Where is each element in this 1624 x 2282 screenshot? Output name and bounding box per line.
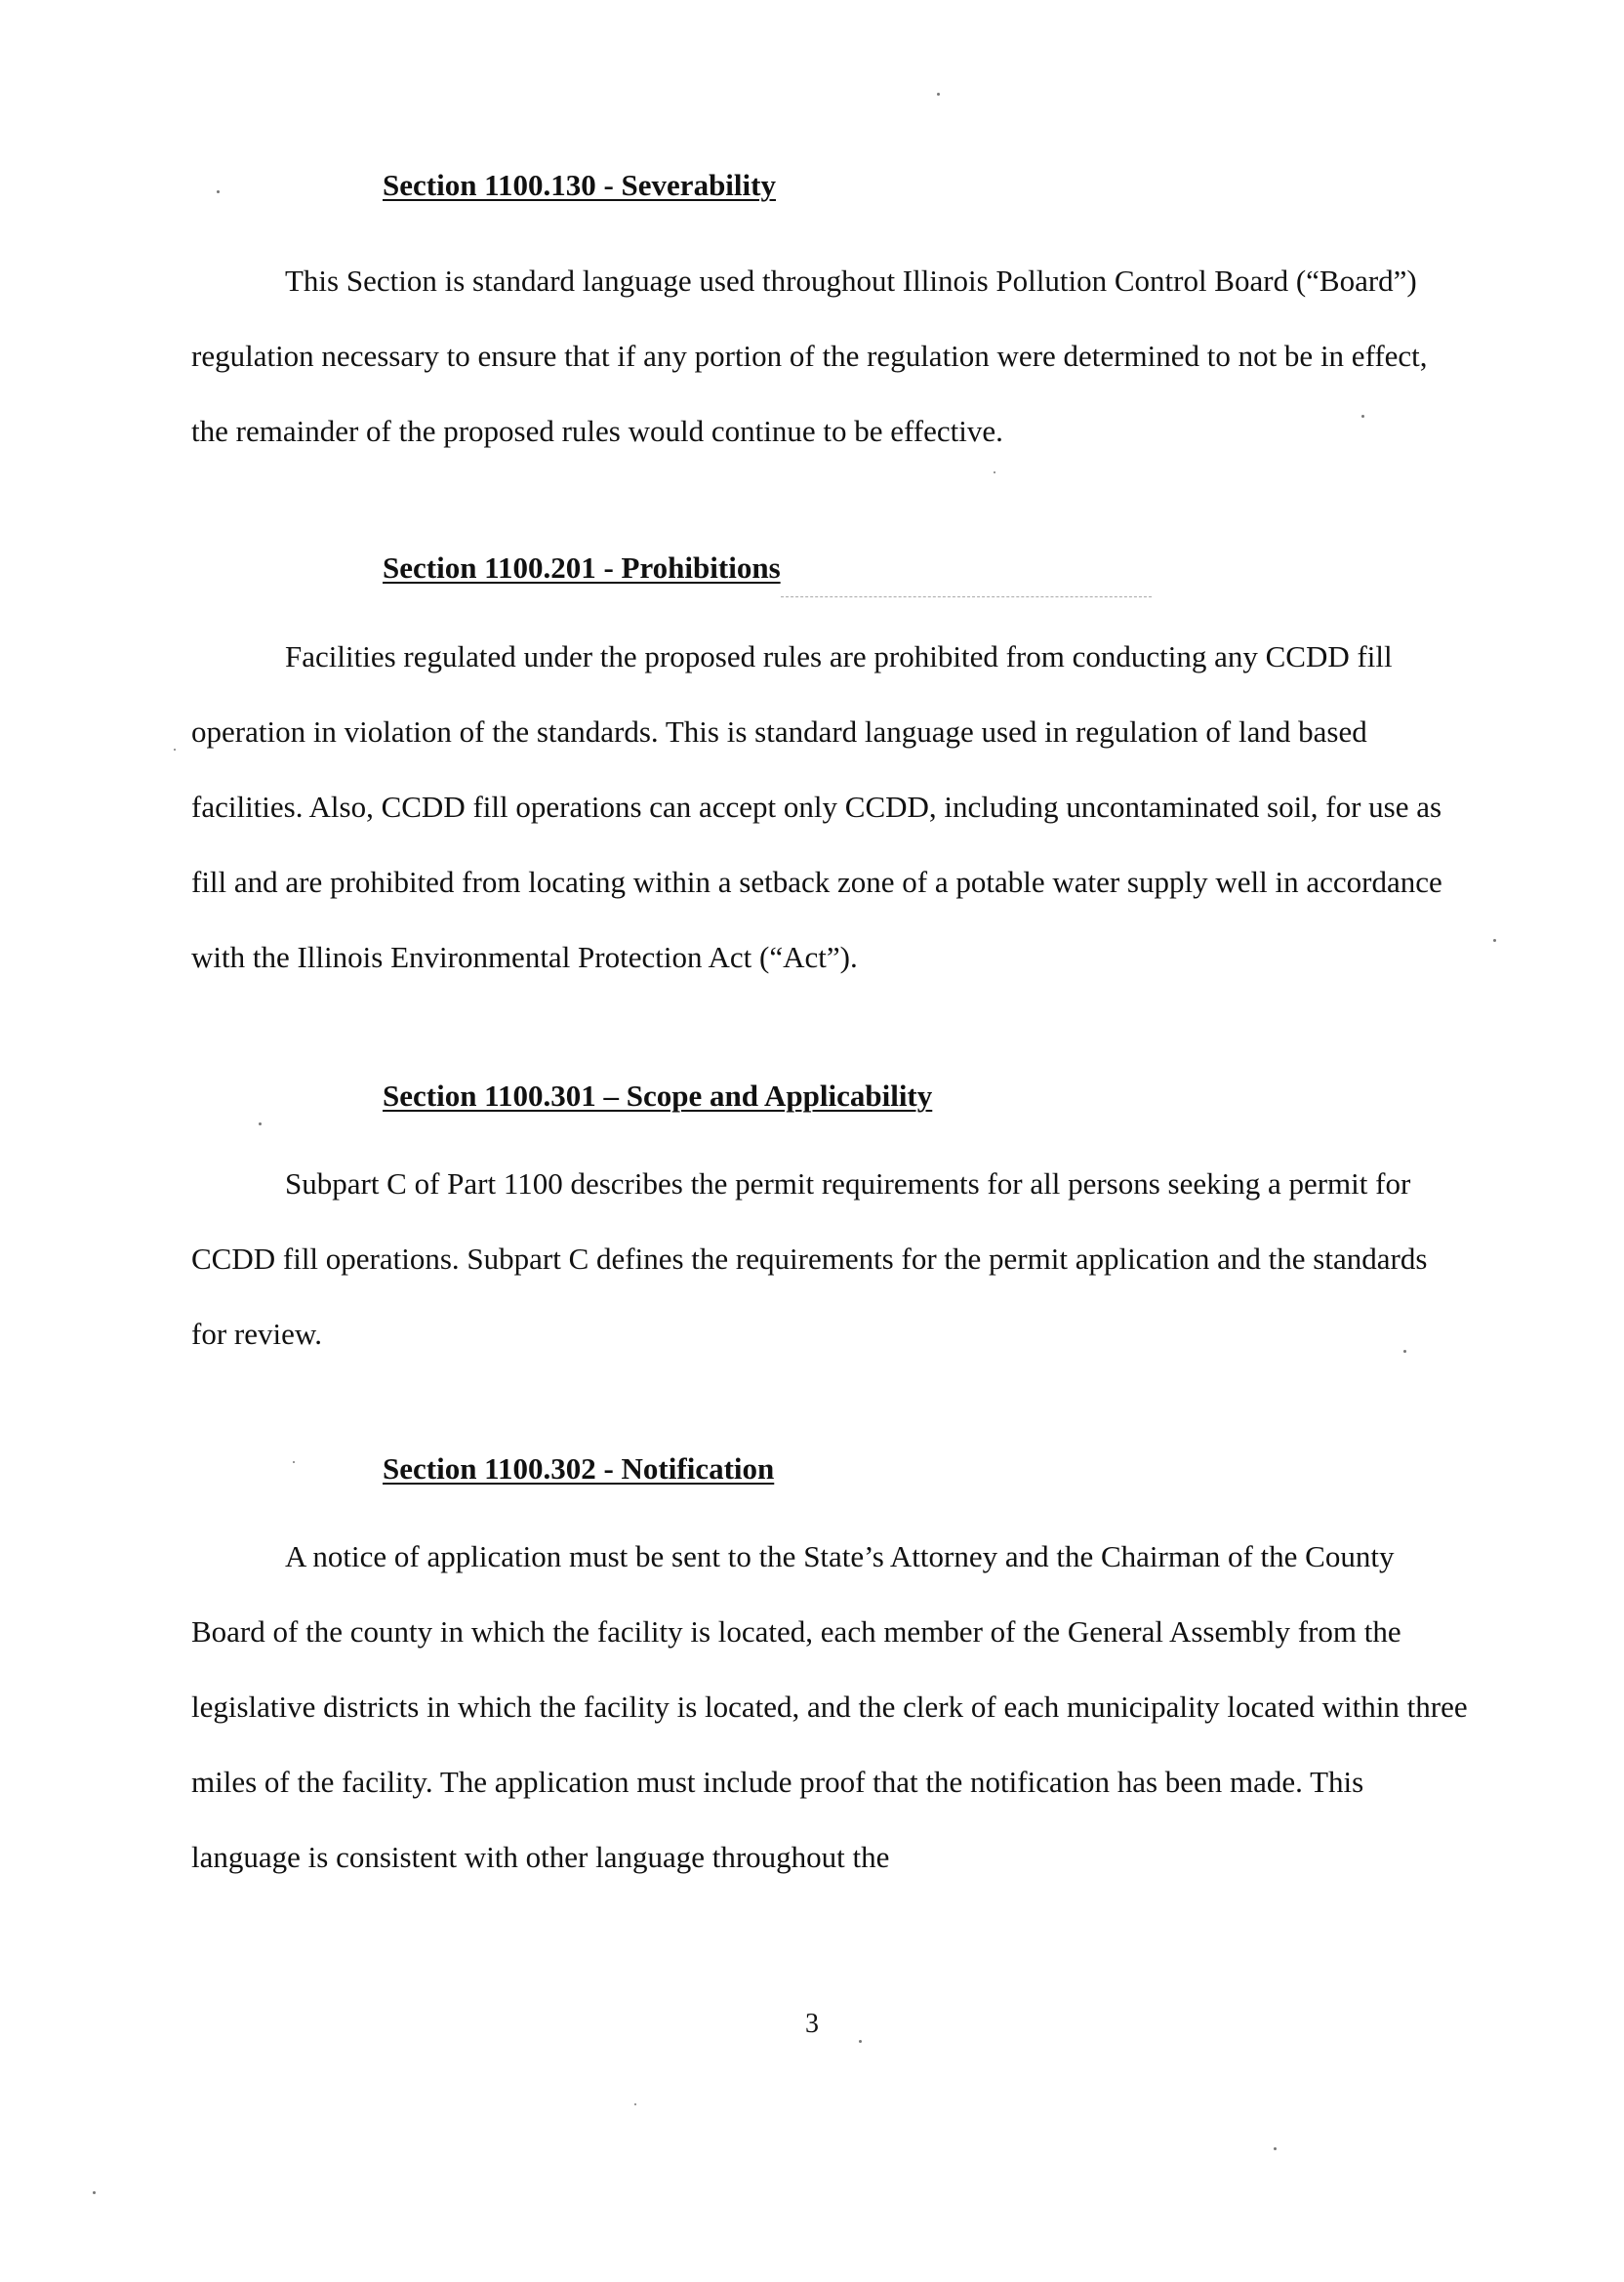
section-heading-severability: Section 1100.130 - Severability: [383, 168, 776, 202]
scan-speck: [1274, 2147, 1277, 2150]
section-heading-notification: Section 1100.302 - Notification: [383, 1451, 775, 1486]
page-number: 3: [805, 2009, 819, 2039]
section-paragraph-notification: A notice of application must be sent to the State’s Attorney and the Chairman of the County Board of the county in which the facility is located, each member of the General Assembly from the legislative districts in which the facility is located, and the clerk of each municipality located within three miles of the facility. The application must include proof that the notification has been made. This language is consistent with other language throughout the: [191, 1539, 1468, 1874]
scan-artifact-line: [781, 596, 1152, 597]
section-paragraph-scope-applicability: Subpart C of Part 1100 describes the permit requirements for all persons seeking a permit for CCDD fill operations. Subpart C defines the requirements for the permit application and the standards for review.: [191, 1166, 1428, 1351]
scan-speck: [859, 2040, 862, 2043]
scan-speck: [174, 749, 176, 751]
section-paragraph-prohibitions: Facilities regulated under the proposed rules are prohibited from conducting any CCDD fill operation in violation of the standards. This is standard language used in regulation of land based facilities. Also, CCDD fill operations can accept only CCDD, including uncontaminated soil, for use as fill and are prohibited from locating within a setback zone of a potable water supply well in accordance with the Illinois Environmental Protection Act (“Act”).: [191, 639, 1442, 974]
scan-speck: [293, 1461, 295, 1463]
section-paragraph-severability: This Section is standard language used throughout Illinois Pollution Control Board (“Board”) regulation necessary to ensure that if any portion of the regulation were determined to not be in effect, the remainder of the proposed rules would continue to be effective.: [191, 264, 1428, 448]
scan-speck: [1361, 415, 1364, 418]
scan-speck: [994, 471, 995, 473]
scan-speck: [634, 2103, 636, 2105]
scan-speck: [217, 190, 220, 193]
section-heading-prohibitions: Section 1100.201 - Prohibitions: [383, 550, 781, 585]
section-heading-scope-applicability: Section 1100.301 – Scope and Applicability: [383, 1079, 933, 1113]
scan-speck: [93, 2191, 96, 2194]
scan-speck: [1403, 1350, 1406, 1353]
scan-speck: [1493, 939, 1496, 942]
scan-speck: [937, 93, 940, 96]
scan-speck: [259, 1122, 262, 1125]
